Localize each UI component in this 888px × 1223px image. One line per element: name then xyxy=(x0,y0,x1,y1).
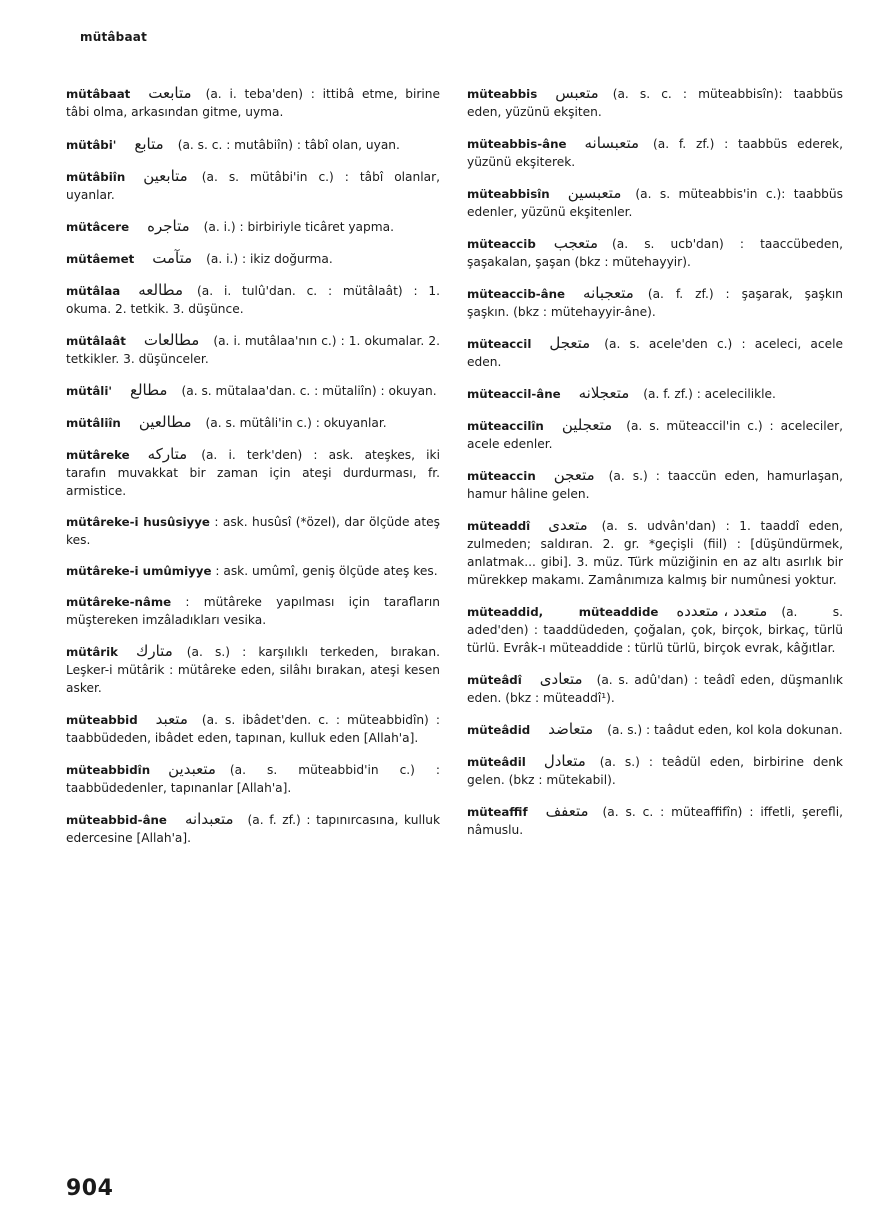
dictionary-entry xyxy=(467,384,843,403)
arabic-script: متعجن xyxy=(553,466,595,484)
arabic-script: متعجلانه xyxy=(578,384,630,402)
arabic-script: متعبس xyxy=(555,84,599,102)
dictionary-entry xyxy=(467,720,843,739)
right-column xyxy=(467,84,843,852)
definition: : ask. husûsî (*özel), dar ölçüde ateş kes. xyxy=(66,515,440,547)
definition: (a. s. adû'dan) : teâdî eden, düşmanlık eden. (bkz : müteaddî¹). xyxy=(467,673,843,705)
definition: (a. s. c. : müteabbisîn): taabbüs eden, yüzünü ekşiten. xyxy=(467,87,843,119)
arabic-script: متعبدانه xyxy=(184,810,234,828)
arabic-script: متعجب xyxy=(553,234,598,252)
headword: mütâlaât xyxy=(66,334,126,348)
arabic-script: متعبدين xyxy=(168,760,216,778)
headword: müteaccib-âne xyxy=(467,287,566,301)
headword: müteabbid xyxy=(66,713,138,727)
dictionary-entry xyxy=(467,284,843,321)
definition: (a. i. teba'den) : ittibâ etme, birine tâbi olma, arkasından gitme, uyma. xyxy=(66,87,440,119)
arabic-script: متعادى xyxy=(539,670,583,688)
dictionary-entry xyxy=(66,413,440,432)
definition: (a. s. ucb'dan) : taaccübeden, şaşakalan, şaşan (bkz : mütehayyir). xyxy=(467,237,843,269)
headword: mütâbiîn xyxy=(66,170,126,184)
arabic-script: متابعين xyxy=(143,167,188,185)
definition: (a. f. zf.) : taabbüs ederek, yüzünü ekşiterek. xyxy=(467,137,843,169)
dictionary-entry xyxy=(66,445,440,500)
definition: (a. i. terk'den) : ask. ateşkes, iki tarafın muvakkat bir zaman için ateşi durdurması, fr. armistice. xyxy=(66,448,440,498)
definition: (a. s. müteabbis'in c.): taabbüs edenler, yüzünü ekşitenler. xyxy=(467,187,843,219)
dictionary-entry xyxy=(66,810,440,847)
headword: müteabbidîn xyxy=(66,763,151,777)
definition: (a. f. zf.) : tapınırcasına, kulluk edercesine [Allah'a]. xyxy=(66,813,440,845)
headword: müteabbis xyxy=(467,87,538,101)
definition: : ask. umûmî, geniş ölçüde ateş kes. xyxy=(215,564,438,578)
arabic-script: متآمت xyxy=(152,249,193,267)
headword: müteaccil-âne xyxy=(467,387,561,401)
headword: müteaccib xyxy=(467,237,536,251)
dictionary-entry xyxy=(467,602,843,657)
headword: mütârik xyxy=(66,645,118,659)
headword: müteabbisîn xyxy=(467,187,550,201)
definition: (a. s.) : karşılıklı terkeden, bırakan. Leşker-i mütârik : mütâreke eden, silâhı bırakan, ateşi kesen asker. xyxy=(66,645,440,695)
definition: (a. i.) : ikiz doğurma. xyxy=(206,252,333,266)
arabic-script: متعدد ، متعدده xyxy=(676,602,768,620)
running-head: mütâbaat xyxy=(80,30,148,44)
headword: müteabbid-âne xyxy=(66,813,167,827)
dictionary-entry xyxy=(66,281,440,318)
headword: müteabbis-âne xyxy=(467,137,567,151)
arabic-script: متابعت xyxy=(148,84,192,102)
definition: (a. s. mütâli'in c.) : okuyanlar. xyxy=(205,416,387,430)
definition: (a. s. c. : müteaffifîn) : iffetli, şerefli, nâmuslu. xyxy=(467,805,843,837)
arabic-script: متعادل xyxy=(543,752,586,770)
dictionary-entry xyxy=(467,184,843,221)
arabic-script: متعجلين xyxy=(561,416,613,434)
definition: (a. s. ibâdet'den. c. : müteabbidîn) : taabbüdeden, ibâdet eden, tapınan, kulluk eden [Allah'a]. xyxy=(66,713,440,745)
dictionary-entry xyxy=(467,334,843,371)
definition: (a. s.) : taâdut eden, kol kola dokunan. xyxy=(607,723,843,737)
headword: mütâbi' xyxy=(66,138,117,152)
dictionary-entry xyxy=(66,331,440,368)
definition: (a. f. zf.) : acelecilikle. xyxy=(643,387,776,401)
arabic-script: متعدى xyxy=(548,516,588,534)
dictionary-entry xyxy=(467,802,843,839)
headword: müteâdid xyxy=(467,723,531,737)
headword: mütâemet xyxy=(66,252,135,266)
dictionary-entry xyxy=(66,381,440,400)
headword: mütâreke-i umûmiyye xyxy=(66,564,212,578)
headword: müteaccilîn xyxy=(467,419,544,433)
arabic-script: مطالعين xyxy=(138,413,192,431)
arabic-script: متعبسانه xyxy=(584,134,640,152)
dictionary-entry xyxy=(66,84,440,121)
headword: müteaccil xyxy=(467,337,532,351)
arabic-script: مطالعه xyxy=(138,281,184,299)
definition: (a. s. aded'den) : taaddüdeden, çoğalan, çok, birçok, birkaç, türlü türlü. Evrâk-ı müteaddide : türlü türlü, birçok evrak, kâğıtlar. xyxy=(467,605,843,655)
definition: (a. i. mutâlaa'nın c.) : 1. okumalar. 2. tetkikler. 3. düşünceler. xyxy=(66,334,440,366)
definition: : mütâreke yapılması için tarafların müştereken imzâladıkları vesika. xyxy=(66,595,441,627)
definition: (a. i. tulû'dan. c. : mütâlaât) : 1. okuma. 2. tetkik. 3. düşünce. xyxy=(66,284,440,316)
left-column xyxy=(66,84,440,860)
dictionary-entry xyxy=(467,234,843,271)
headword: müteaffif xyxy=(467,805,528,819)
definition: (a. f. zf.) : şaşarak, şaşkın şaşkın. (bkz : mütehayyir-âne). xyxy=(467,287,843,319)
arabic-script: متابع xyxy=(134,135,164,153)
dictionary-entry xyxy=(66,249,440,268)
dictionary-entry xyxy=(467,670,843,707)
definition: (a. s. udvân'dan) : 1. taaddî eden, zulmeden; saldıran. 2. gr. *geçişli (fiil) : [düşündürmek, anlatmak... gibi]. 3. müz. Türk müziğinin en az altı asırlık bir mürekkep makamı. Zamânımıza kalmış bir numûnesi yoktur. xyxy=(467,519,843,587)
dictionary-entry xyxy=(467,466,843,503)
arabic-script: متعبد xyxy=(155,710,188,728)
dictionary-entry xyxy=(66,513,440,549)
definition: (a. s. mütalaa'dan. c. : mütaliîn) : okuyan. xyxy=(181,384,437,398)
arabic-script: متعجبانه xyxy=(583,284,634,302)
definition: (a. s. müteabbid'in c.) : taabbüdedenler, tapınanlar [Allah'a]. xyxy=(66,763,440,795)
headword: mütâreke-nâme xyxy=(66,595,172,609)
definition: (a. s.) : teâdül eden, birbirine denk gelen. (bkz : mütekabil). xyxy=(467,755,843,787)
arabic-script: متارك xyxy=(136,642,173,660)
headword: müteaccin xyxy=(467,469,536,483)
definition: (a. s. acele'den c.) : aceleci, acele eden. xyxy=(467,337,843,369)
dictionary-entry xyxy=(66,217,440,236)
dictionary-entry xyxy=(66,167,440,204)
dictionary-entry xyxy=(66,593,440,629)
arabic-script: متاجره xyxy=(147,217,190,235)
definition: (a. s. mütâbi'in c.) : tâbî olanlar, uyanlar. xyxy=(66,170,440,202)
headword: mütâli' xyxy=(66,384,112,398)
arabic-script: مطالع xyxy=(130,381,168,399)
headword: mütâreke-i husûsiyye xyxy=(66,515,210,529)
dictionary-entry xyxy=(467,516,843,589)
dictionary-entry xyxy=(66,135,440,154)
headword: mütâbaat xyxy=(66,87,131,101)
headword: müteâdî xyxy=(467,673,522,687)
arabic-script: متعاضد xyxy=(548,720,594,738)
arabic-script: متعفف xyxy=(545,802,589,820)
dictionary-entry xyxy=(66,710,440,747)
dictionary-entry xyxy=(467,84,843,121)
arabic-script: متعجل xyxy=(549,334,591,352)
dictionary-entry xyxy=(66,642,440,697)
headword: müteaddî xyxy=(467,519,531,533)
headword: mütâreke xyxy=(66,448,130,462)
headword: mütâlaa xyxy=(66,284,121,298)
dictionary-entry xyxy=(467,752,843,789)
dictionary-entry xyxy=(467,416,843,453)
arabic-script: متعبسين xyxy=(567,184,622,202)
headword: müteaddid, müteaddide xyxy=(467,605,659,619)
dictionary-entry xyxy=(66,760,440,797)
dictionary-entry xyxy=(467,134,843,171)
page-number: 904 xyxy=(66,1176,114,1201)
arabic-script: متاركه xyxy=(147,445,188,463)
definition: (a. s. c. : mutâbiîn) : tâbî olan, uyan. xyxy=(177,138,400,152)
arabic-script: مطالعات xyxy=(143,331,200,349)
dictionary-entry xyxy=(66,562,440,580)
headword: mütâliîn xyxy=(66,416,121,430)
definition: (a. s. müteaccil'in c.) : aceleciler, acele edenler. xyxy=(467,419,843,451)
headword: müteâdil xyxy=(467,755,526,769)
definition: (a. s.) : taaccün eden, hamurlaşan, hamur hâline gelen. xyxy=(467,469,843,501)
headword: mütâcere xyxy=(66,220,130,234)
definition: (a. i.) : birbiriyle ticâret yapma. xyxy=(203,220,394,234)
